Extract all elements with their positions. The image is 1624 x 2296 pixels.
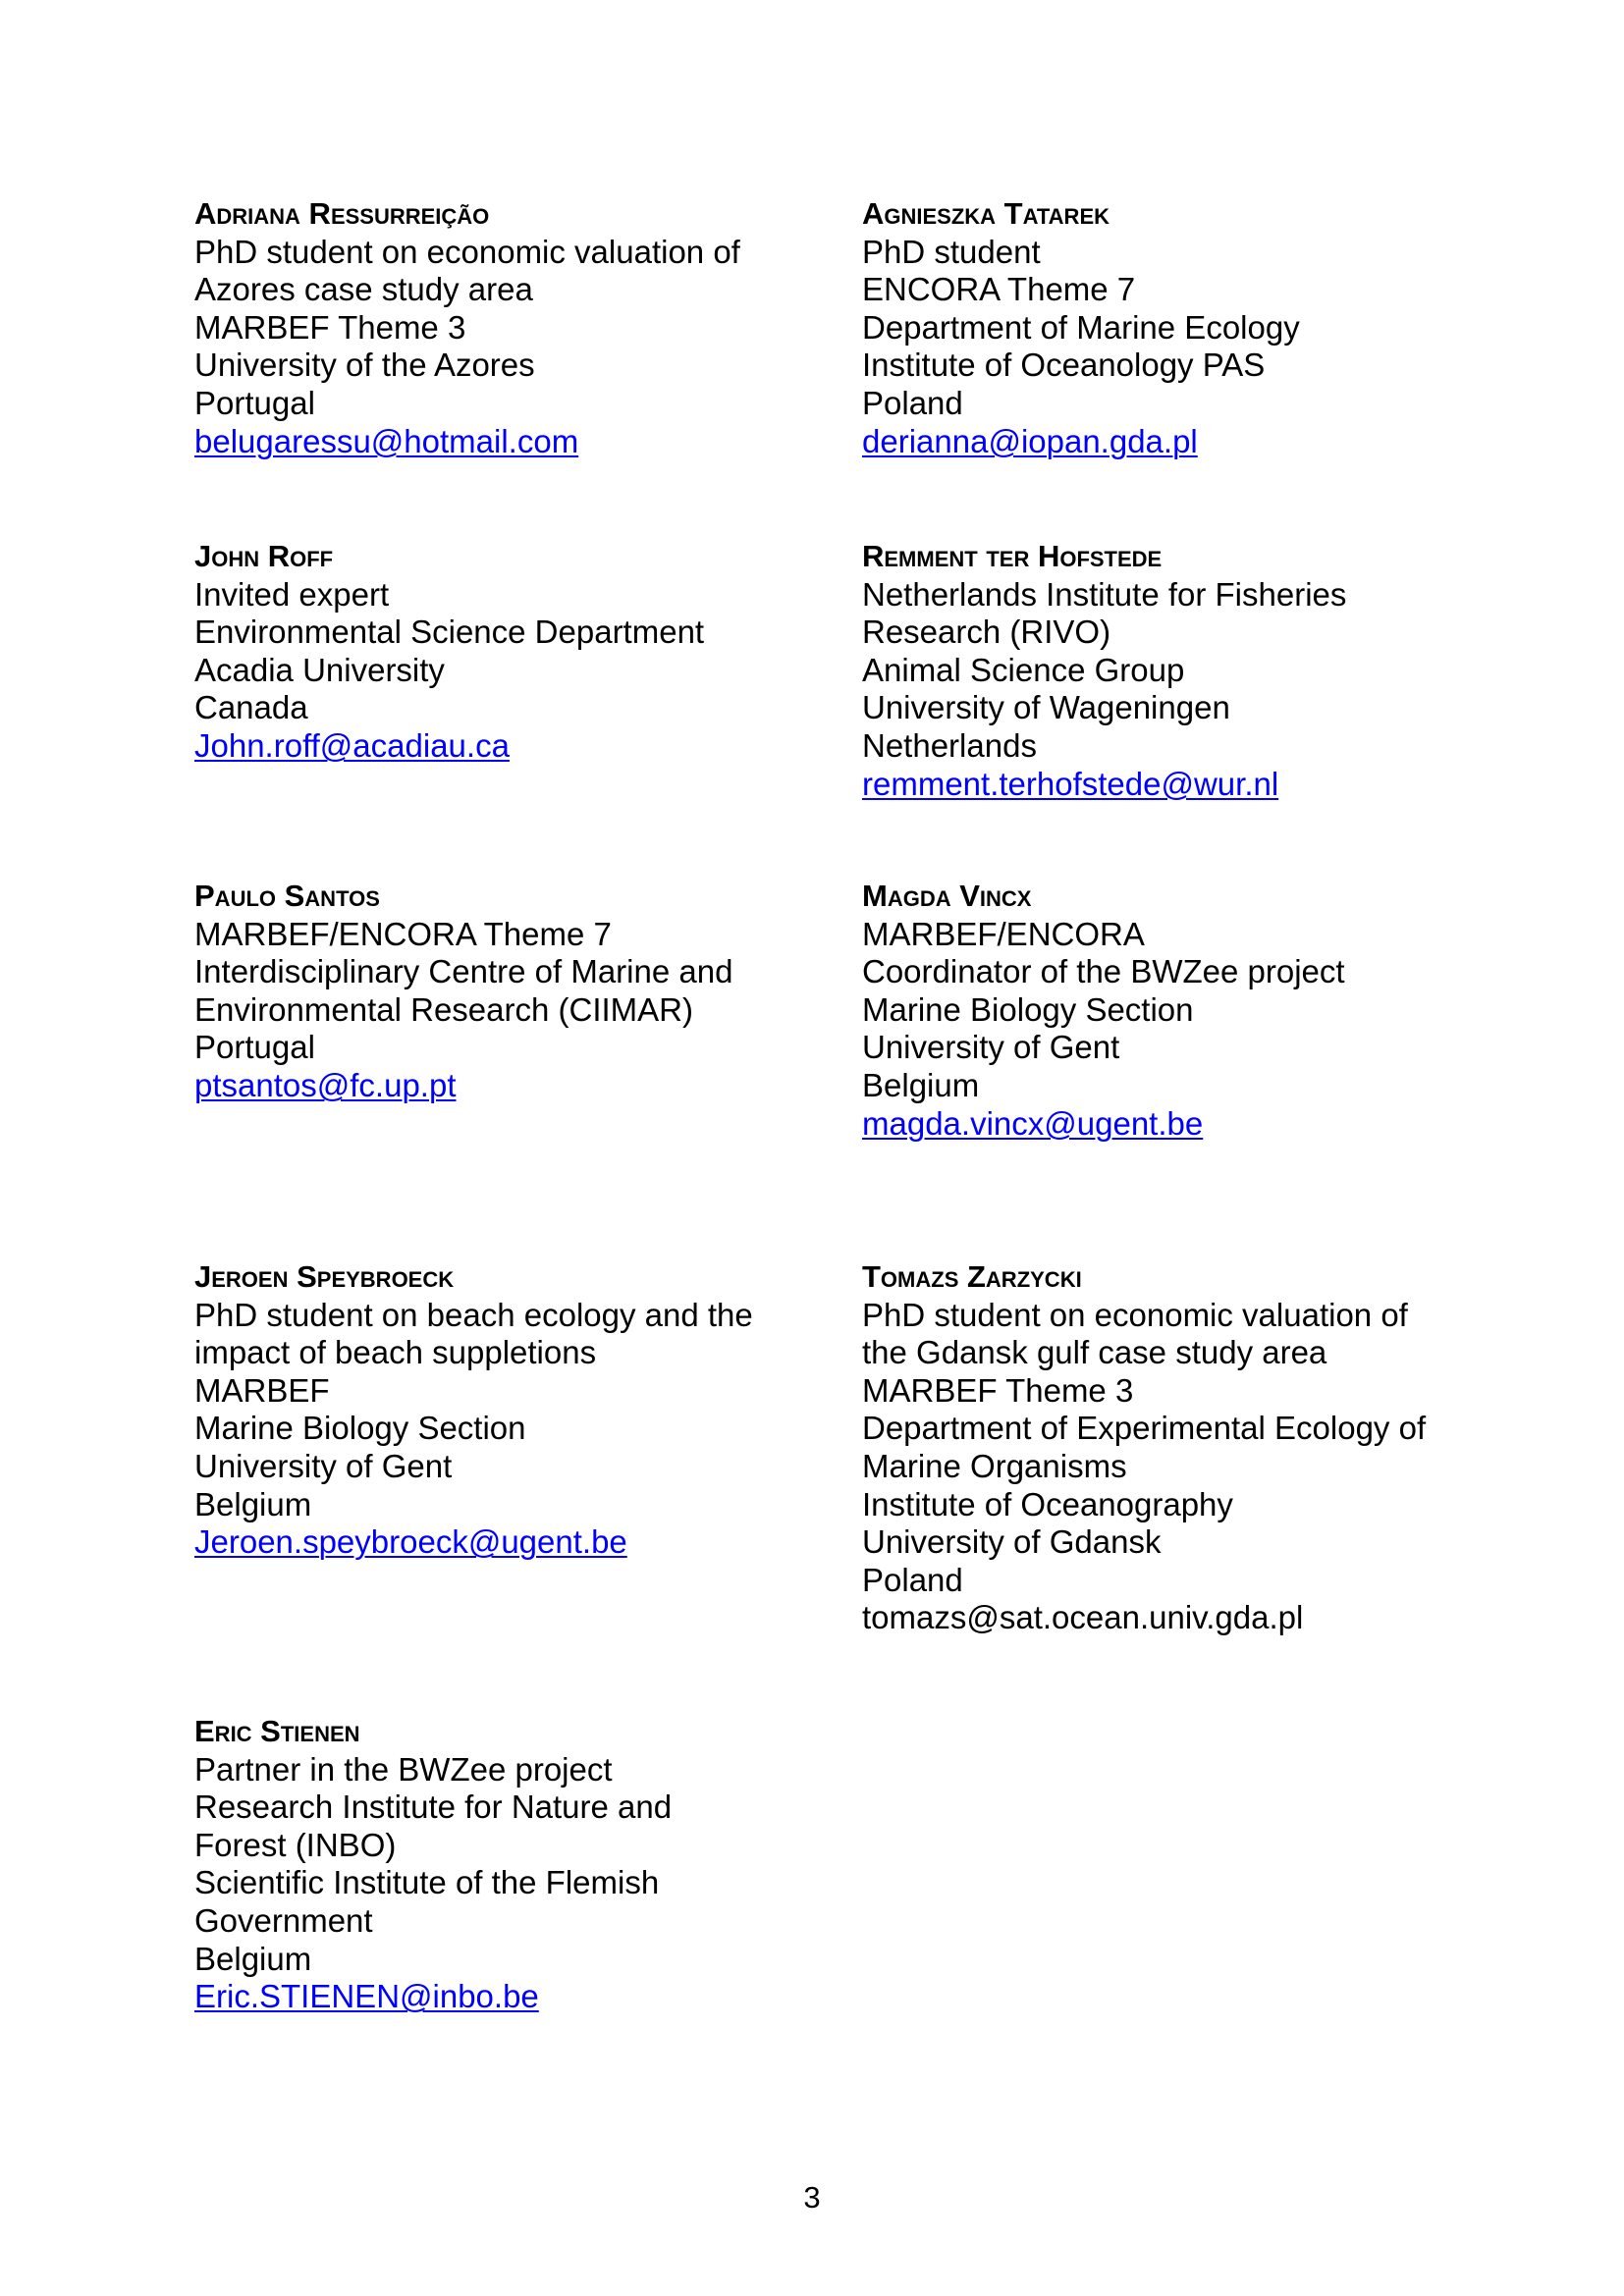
- contact-detail: Marine Biology Section: [862, 990, 1194, 1028]
- contact-detail: Animal Science Group: [862, 651, 1185, 688]
- email-link[interactable]: Eric.STIENEN@inbo.be: [194, 1978, 539, 2015]
- email-link[interactable]: derianna@iopan.gda.pl: [862, 422, 1198, 459]
- contact-detail: Marine Organisms: [862, 1447, 1127, 1484]
- contact-detail: PhD student on beach ecology and the: [194, 1296, 753, 1333]
- contact-detail: Environmental Science Department: [194, 614, 705, 651]
- contact-detail: Portugal: [194, 1029, 315, 1066]
- contact-detail: PhD student on economic valuation of: [862, 1296, 1408, 1333]
- contact-detail: Netherlands: [862, 726, 1037, 764]
- contact-detail: Environmental Research (CIIMAR): [194, 990, 693, 1028]
- contact-name: Adriana Ressurreição: [194, 196, 490, 231]
- contact-detail: Research (RIVO): [862, 614, 1111, 651]
- contact-name: Tomazs Zarzycki: [862, 1259, 1082, 1294]
- contact-detail: Canada: [194, 689, 308, 726]
- contact-detail: Netherlands Institute for Fisheries: [862, 575, 1347, 613]
- contact-detail: Institute of Oceanology PAS: [862, 347, 1266, 384]
- contact-detail: Portugal: [194, 384, 315, 421]
- contact-detail: MARBEF Theme 3: [194, 308, 466, 346]
- contact-detail: Forest (INBO): [194, 1826, 397, 1863]
- email-link[interactable]: John.roff@acadiau.ca: [194, 726, 510, 764]
- contact-detail: Department of Marine Ecology: [862, 308, 1300, 346]
- email-link[interactable]: remment.terhofstede@wur.nl: [862, 765, 1279, 802]
- contact-entry-ressurreicao: [194, 195, 823, 460]
- contact-detail: MARBEF: [194, 1371, 330, 1409]
- contact-entry-zarzycki: [862, 1258, 1490, 1637]
- email-link[interactable]: Jeroen.speybroeck@ugent.be: [194, 1523, 627, 1561]
- contact-detail: Interdisciplinary Centre of Marine and: [194, 953, 733, 990]
- contact-detail: Institute of Oceanography: [862, 1485, 1233, 1522]
- contact-detail: Poland: [862, 384, 963, 421]
- contact-detail: Poland: [862, 1561, 963, 1598]
- contact-name: John Roff: [194, 539, 334, 573]
- contact-detail: MARBEF Theme 3: [862, 1371, 1134, 1409]
- contact-entry-tatarek: [862, 195, 1490, 460]
- contact-detail: Partner in the BWZee project: [194, 1750, 613, 1788]
- contact-detail: Belgium: [194, 1485, 312, 1522]
- contact-detail: Department of Experimental Ecology of: [862, 1410, 1427, 1447]
- contact-detail: University of Gent: [862, 1029, 1120, 1066]
- contact-name: Magda Vincx: [862, 879, 1032, 913]
- email-link[interactable]: magda.vincx@ugent.be: [862, 1104, 1204, 1142]
- contact-detail: University of Gent: [194, 1447, 453, 1484]
- contact-detail: Government: [194, 1901, 373, 1939]
- contact-detail: University of the Azores: [194, 347, 535, 384]
- contact-detail: University of Gdansk: [862, 1523, 1162, 1561]
- page-number: 3: [803, 2180, 821, 2215]
- contact-entry-speybroeck: [194, 1258, 823, 1562]
- email-link[interactable]: ptsantos@fc.up.pt: [194, 1066, 457, 1103]
- contact-entry-stienen: [194, 1713, 823, 2016]
- contact-detail: PhD student on economic valuation of: [194, 233, 740, 270]
- contact-detail: Invited expert: [194, 575, 390, 613]
- contact-name: Paulo Santos: [194, 879, 380, 913]
- contact-detail: Coordinator of the BWZee project: [862, 953, 1345, 990]
- contact-detail: Scientific Institute of the Flemish: [194, 1864, 660, 1901]
- contact-entry-roff: [194, 538, 823, 766]
- contact-detail: Research Institute for Nature and: [194, 1789, 673, 1826]
- contact-detail: Marine Biology Section: [194, 1410, 526, 1447]
- contact-detail: Belgium: [194, 1940, 312, 1977]
- contact-detail: PhD student: [862, 233, 1041, 270]
- contact-detail: Belgium: [862, 1066, 980, 1103]
- contact-detail: the Gdansk gulf case study area: [862, 1334, 1327, 1371]
- contact-name: Remment ter Hofstede: [862, 539, 1163, 573]
- contact-detail: Azores case study area: [194, 271, 533, 308]
- contact-detail: MARBEF/ENCORA Theme 7: [194, 915, 612, 952]
- contact-entry-santos: [194, 878, 823, 1105]
- contact-name: Agnieszka Tatarek: [862, 196, 1110, 231]
- email-text: tomazs@sat.ocean.univ.gda.pl: [862, 1599, 1304, 1636]
- contact-detail: MARBEF/ENCORA: [862, 915, 1145, 952]
- contact-detail: ENCORA Theme 7: [862, 271, 1136, 308]
- contact-entry-vincx: [862, 878, 1490, 1143]
- contact-detail: impact of beach suppletions: [194, 1334, 597, 1371]
- contact-name: Eric Stienen: [194, 1714, 360, 1748]
- contact-entry-hofstede: [862, 538, 1490, 803]
- contact-detail: Acadia University: [194, 651, 445, 688]
- contact-detail: University of Wageningen: [862, 689, 1230, 726]
- email-link[interactable]: belugaressu@hotmail.com: [194, 422, 579, 459]
- contact-name: Jeroen Speybroeck: [194, 1259, 455, 1294]
